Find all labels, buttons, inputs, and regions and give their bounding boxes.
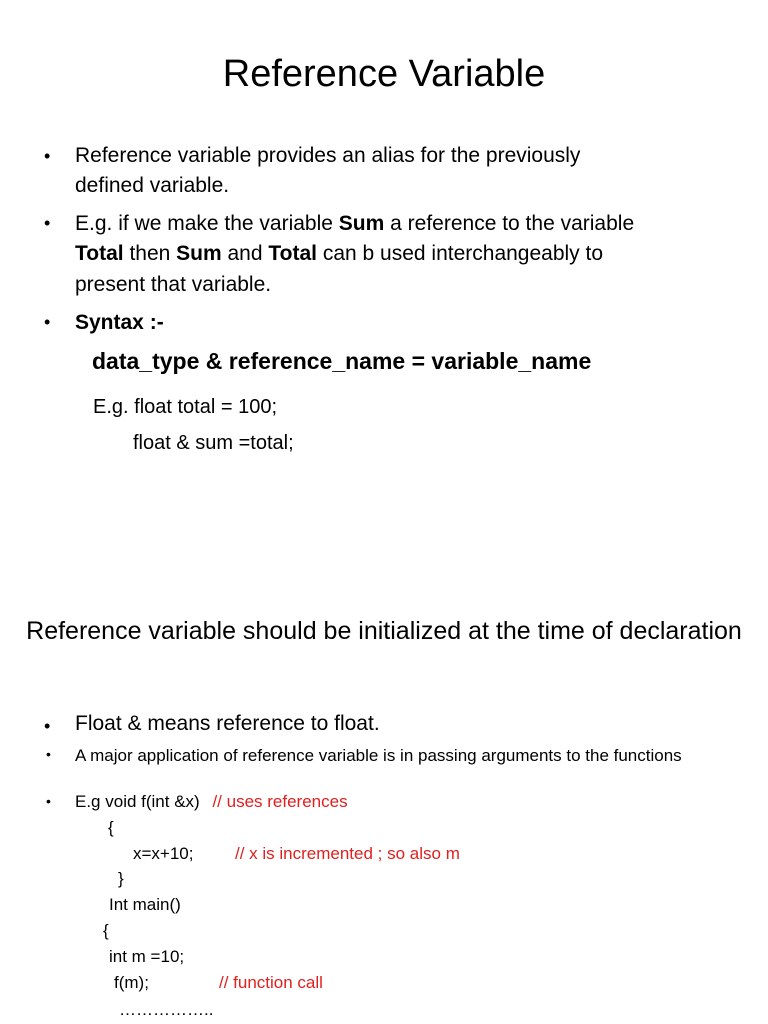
code-main: Int main() (109, 895, 181, 914)
example-line1: E.g. float total = 100; (93, 396, 278, 418)
code-declaration: int m =10; (109, 947, 185, 966)
bullet-marker: • (44, 213, 51, 233)
syntax-line: data_type & reference_name = variable_name (92, 348, 592, 374)
code-close-brace: } (118, 869, 124, 888)
code-open-brace: { (108, 818, 114, 837)
bullet-marker: • (44, 716, 51, 736)
bullet-marker: • (44, 312, 51, 332)
text-span: then (123, 242, 177, 265)
bullet-example-line3: present that variable. (75, 273, 272, 296)
text-span: a reference to the variable (384, 212, 635, 235)
syntax-heading: Syntax :- (75, 311, 164, 334)
code-ellipsis: …………….. (119, 1000, 214, 1019)
bullet-major-application: A major application of reference variable is in passing arguments to the functions (75, 746, 682, 765)
example-line2: float & sum =total; (133, 432, 294, 454)
code-comment: // uses references (212, 792, 348, 811)
bullet-float-ref: Float & means reference to float. (75, 712, 380, 735)
bullet-alias-line1: Reference variable provides an alias for the previously (75, 144, 581, 167)
bullet-example-line2 (75, 239, 603, 269)
code-comment: // function call (219, 973, 323, 992)
slide2-title: Reference variable should be initialized at the time of declaration (26, 617, 742, 645)
code-text: E.g void f(int &x) (75, 792, 200, 811)
code-comment: // x is incremented ; so also m (235, 844, 460, 863)
bold-sum: Sum (338, 212, 385, 235)
slide-title: Reference Variable (222, 53, 546, 95)
text-span: can b used interchangeably to (317, 242, 604, 265)
code-call: f(m); (114, 973, 149, 992)
bold-total: Total (75, 242, 124, 265)
text-span: E.g. if we make the variable (75, 212, 339, 235)
bold-total: Total (268, 242, 317, 265)
code-open-brace: { (103, 921, 109, 940)
code-statement: x=x+10; (133, 844, 194, 863)
bullet-marker: • (46, 746, 51, 762)
text-span: and (221, 242, 269, 265)
bullet-alias-line2: defined variable. (75, 174, 230, 197)
bullet-marker: • (44, 146, 51, 166)
bullet-marker: • (46, 793, 51, 809)
bullet-example-line1 (75, 209, 634, 239)
bold-sum: Sum (176, 242, 222, 265)
code-function-signature (75, 792, 348, 812)
